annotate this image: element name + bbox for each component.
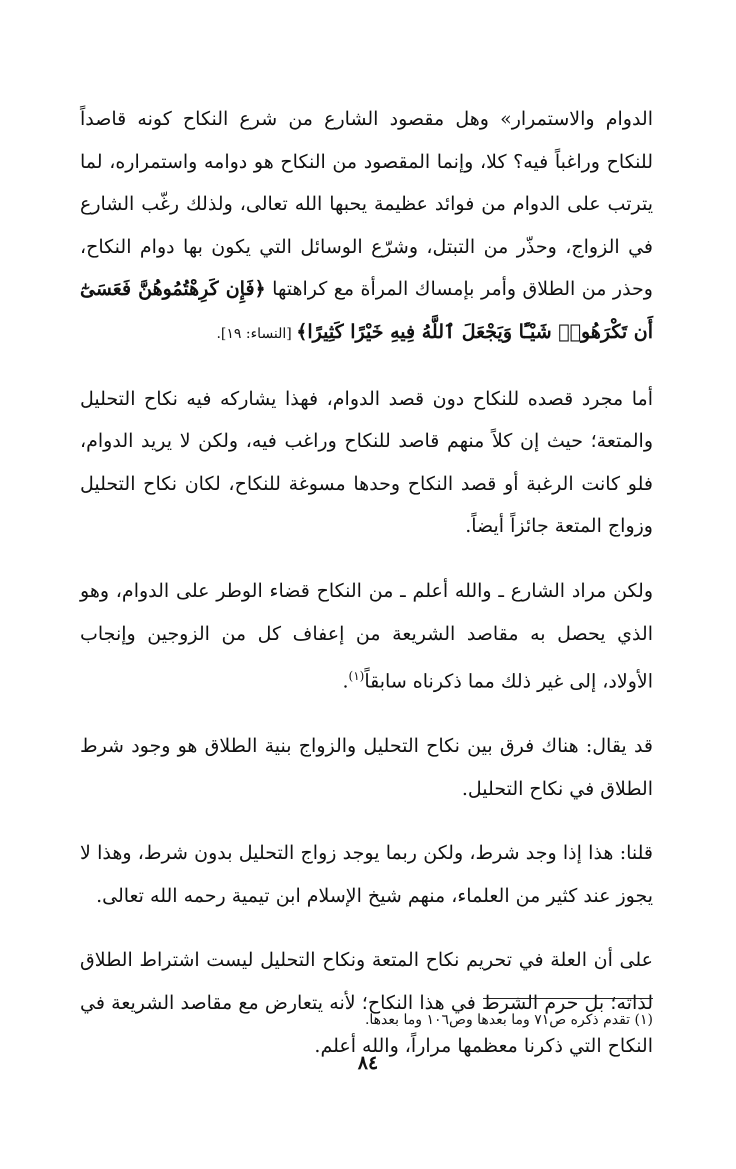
footnote-reference: (١) bbox=[348, 669, 365, 684]
paragraph-3-text: ولكن مراد الشارع ـ والله أعلم ـ من النكاح قضاء الوطر على الدوام، وهو الذي يحصل به مقاصد الشريعة من إعفاف كل من الزوجين وإنجاب الأولاد، إلى غير ذلك مما ذكرناه سابقاً bbox=[80, 579, 653, 693]
paragraph-3-tail: . bbox=[342, 670, 349, 693]
footnote-marker: (١) bbox=[634, 1012, 653, 1028]
paragraph-5-text: قلنا: هذا إذا وجد شرط، ولكن ربما يوجد زواج التحليل بدون شرط، وهذا لا يجوز عند كثير من العلماء، منهم شيخ الإسلام ابن تيمية رحمه الله تعالى. bbox=[80, 842, 653, 907]
paragraph-3 bbox=[80, 570, 653, 703]
footnote-text: تقدم ذكره ص٧١ وما بعدها وص١٠٦ وما بعدها. bbox=[364, 1012, 631, 1028]
paragraph-2-text: أما مجرد قصده للنكاح دون قصد الدوام، فهذا يشاركه فيه نكاح التحليل والمتعة؛ حيث إن كلاً منهم قاصد للنكاح وراغب فيه، ولكن لا يريد الدوام، فلو كانت الرغبة أو قصد النكاح وحدها مسوغة للنكاح، لكان نكاح التحليل وزواج المتعة جائزاً أيضاً. bbox=[80, 387, 653, 538]
main-text bbox=[80, 98, 653, 1089]
paragraph-4-text: قد يقال: هناك فرق بين نكاح التحليل والزواج بنية الطلاق هو وجود شرط الطلاق في نكاح التحليل. bbox=[80, 735, 653, 800]
page-number: ٨٤ bbox=[357, 1052, 379, 1074]
paragraph-6 bbox=[80, 939, 653, 1067]
quran-verse: ﴿فَإِن كَرِهْتُمُوهُنَّ فَعَسَىٰٓ أَن تَكْرَهُوا۟ شَيْـًٔا وَيَجْعَلَ ٱللَّهُ فِيهِ خَيْرًا كَثِيرًا﴾ bbox=[80, 278, 653, 343]
paragraph-1-text: الدوام والاستمرار» وهل مقصود الشارع من شرع النكاح كونه قاصداً للنكاح وراغباً فيه؟ كلا، وإنما المقصود من النكاح هو دوامه واستمراره، لما يترتب على الدوام من فوائد عظيمة يحبها الله تعالى، ولذلك رغّب الشارع في الزواج، وحذّر من التبتل، وشرّع الوسائل التي يكون بها دوام النكاح، وحذر من الطلاق وأمر بإمساك المرأة مع كراهتها bbox=[80, 108, 653, 301]
verse-reference: [النساء: ١٩]. bbox=[216, 325, 297, 342]
paragraph-2 bbox=[80, 378, 653, 548]
footnote bbox=[80, 1006, 653, 1034]
paragraph-5 bbox=[80, 832, 653, 917]
paragraph-1 bbox=[80, 98, 653, 356]
paragraph-4 bbox=[80, 725, 653, 810]
paragraph-6-text: على أن العلة في تحريم نكاح المتعة ونكاح التحليل ليست اشتراط الطلاق لذاته؛ بل حرم الشرط في هذا النكاح؛ لأنه يتعارض مع مقاصد الشريعة في النكاح التي ذكرنا معظمها مراراً، والله أعلم. bbox=[80, 949, 653, 1057]
footnote-divider bbox=[483, 998, 653, 999]
